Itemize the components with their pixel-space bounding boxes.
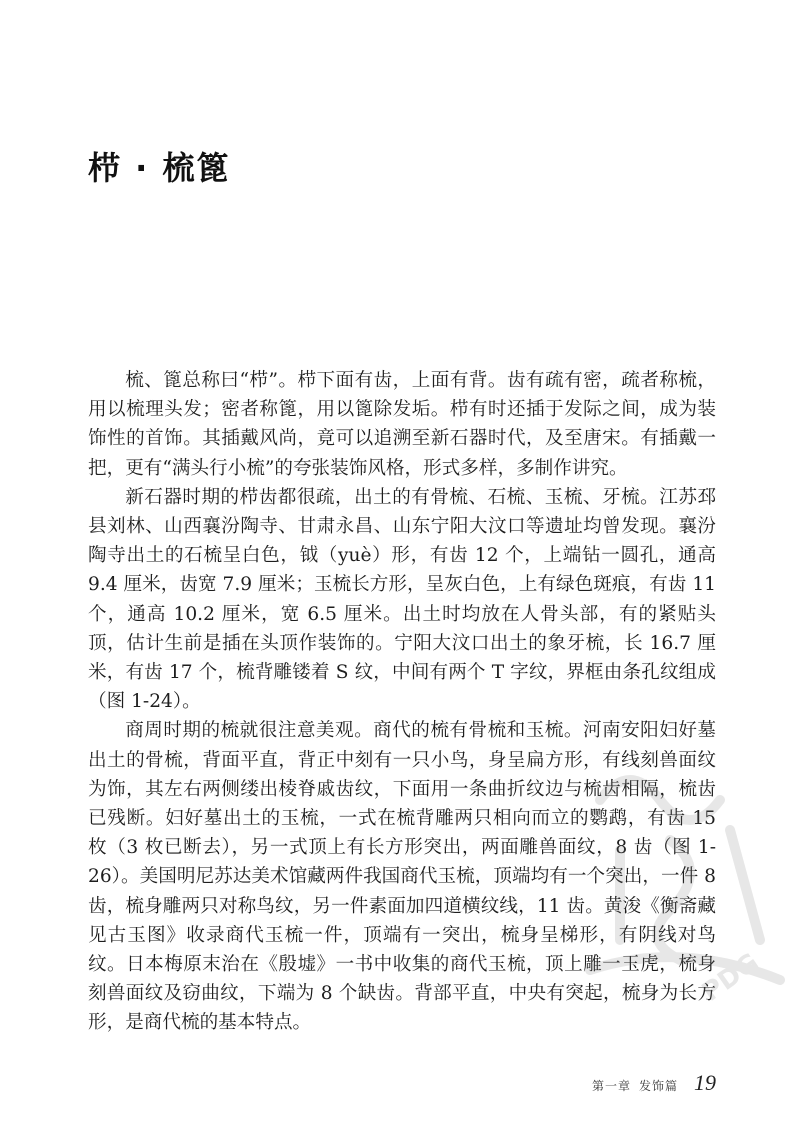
paragraph-2: 新石器时期的栉齿都很疏，出土的有骨梳、石梳、玉梳、牙梳。江苏邳县刘林、山西襄汾陶寺、甘肃永昌、山东宁阳大汶口等遗址均曾发现。襄汾陶寺出土的石梳呈白色，钺（yuè）形，有齿 12 个，上端钻一圆孔，通高 9.4 厘米，齿宽 7.9 厘米；玉梳长方形，呈灰白色，上有绿色斑痕，有齿 11 个，通高 10.2 厘米，宽 6.5 厘米。出土时均放在人骨头部，有的紧贴头顶，估计生前是插在头顶作装饰的。宁阳大汶口出土的象牙梳，长 16.7 厘米，有齿 17 个，梳背雕镂着 S 纹，中间有两个 T 字纹，界框由条孔纹组成（图 1-24）。 bbox=[88, 486, 716, 713]
chapter-number: 第一章 bbox=[591, 1079, 631, 1093]
page-footer bbox=[592, 1070, 716, 1096]
paragraph-3: 商周时期的梳就很注意美观。商代的梳有骨梳和玉梳。河南安阳妇好墓出土的骨梳，背面平直，背正中刻有一只小鸟，身呈扁方形，有线刻兽面纹为饰，其左右两侧缕出棱脊戚齿纹，下面用一条曲折纹边与梳齿相隔，梳齿已残断。妇好墓出土的玉梳，一式在梳背雕两只相向而立的鹦鹉，有齿 15 枚（3 枚已断去），另一式顶上有长方形突出，两面雕兽面纹，8 齿（图 1-26）。美国明尼苏达美术馆藏两件我国商代玉梳，顶端均有一个突出，一件 8 齿，梳身雕两只对称鸟纹，另一件素面加四道横纹线，11 齿。黄浚《衡斋藏见古玉图》收录商代玉梳一件，顶端有一突出，梳身呈梯形，有阴线对鸟纹。日本梅原末治在《殷墟》一书中收集的商代玉梳，顶上雕一玉虎，梳身刻兽面纹及窃曲纹，下端为 8 个缺齿。背部平直，中央有突起，梳身为长方形，是商代梳的基本特点。 bbox=[88, 720, 716, 1034]
chapter-label bbox=[592, 1077, 678, 1094]
watermark-text: PDG bbox=[696, 947, 765, 1008]
body-text bbox=[88, 366, 716, 1038]
paragraph-1: 梳、篦总称曰“栉”。栉下面有齿，上面有背。齿有疏有密，疏者称梳，用以梳理头发；密者称篦，用以篦除发垢。栉有时还插于发际之间，成为装饰性的首饰。其插戴风尚，竟可以追溯至新石器时代，及至唐宋。有插戴一把，更有“满头行小梳”的夸张装饰风格，形式多样，多制作讲究。 bbox=[88, 370, 716, 479]
page-number: 19 bbox=[694, 1070, 716, 1095]
section-title: 栉 · 梳篦 bbox=[88, 149, 231, 187]
chapter-section: 发饰篇 bbox=[638, 1079, 678, 1093]
